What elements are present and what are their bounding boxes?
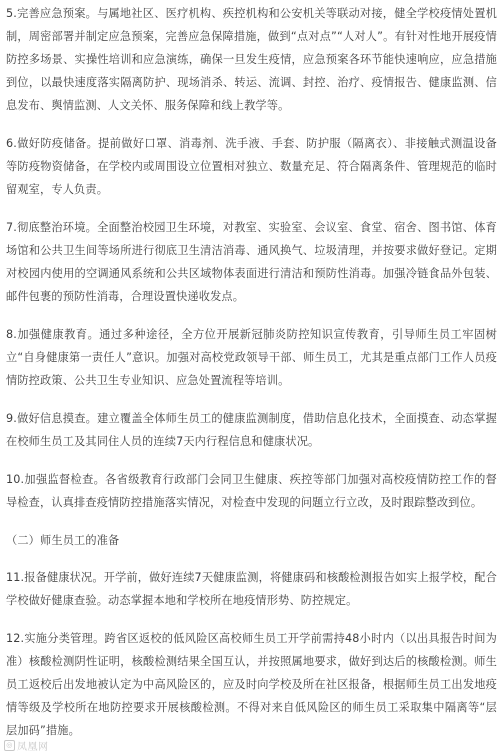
paragraph-item-5: 5.完善应急预案。与属地社区、医疗机构、疾控机构和公安机关等联动对接，健全学校疫情处置机制，周密部署并制定应急预案，完善应急保障措施，做到“点对点”“人对人”。有针对性地开展疫情防控多场景、实操性培训和应急演练，确保一旦发生疫情，应急预案各环节能快速响应，应急措施到位，以最快速度落实隔离防护、现场消杀、转运、流调、封控、治疗、疫情报告、健康监测、信息发布、舆情监测、人文关怀、服务保障和线上教学等。: [6, 7, 497, 112]
paragraph-item-6: 6.做好防疫储备。提前做好口罩、消毒剂、洗手液、手套、防护服（隔离衣）、非接触式测温设备等防疫物资储备，在学校内或周围设立位置相对独立、数量充足、符合隔离条件、管理规范的临时留观室，专人负责。: [6, 137, 497, 196]
paragraph-item-12: 12.实施分类管理。跨省区返校的低风险区高校师生员工开学前需持48小时内（以出具报告时间为准）核酸检测阴性证明，核酸检测结果全国互认，并按照属地要求，做好到达后的核酸检测。师生员工返校后出发地被认定为中高风险区的，应及时向学校及所在社区报备，根据师生员工出发地疫情等级及学校所在地防控要求开展核酸检测。不得对来自低风险区的师生员工采取集中隔离等“层层加码”措施。: [6, 632, 497, 737]
watermark-logo: [4, 738, 49, 753]
paragraph-item-10: 10.加强监督检查。各省级教育行政部门会同卫生健康、疾控等部门加强对高校疫情防控工作的督导检查，认真排查疫情防控措施落实情况，对检查中发现的问题立行立改，及时跟踪整改到位。: [6, 473, 497, 509]
section-heading-teachers-students: （二）师生员工的准备: [6, 534, 120, 547]
paragraph-item-7: 7.彻底整治环境。全面整治校园卫生环境，对教室、实验室、会议室、食堂、宿舍、图书馆、体育场馆和公共卫生间等场所进行彻底卫生清洁消毒、通风换气、垃圾清理，并按要求做好登记。定期对校园内使用的空调通风系统和公共区域物体表面进行清洁和预防性消毒。加强冷链食品外包装、邮件包裹的预防性消毒，合理设置快递收发点。: [6, 221, 497, 303]
paragraph-item-9: 9.做好信息摸查。建立覆盖全体师生员工的健康监测制度，借助信息化技术，全面摸查、动态掌握在校师生员工及其同住人员的连续7天内行程信息和健康状况。: [6, 412, 497, 448]
paragraph-item-8: 8.加强健康教育。通过多种途径，全方位开展新冠肺炎防控知识宣传教育，引导师生员工牢固树立“自身健康第一责任人”意识。加强对高校党政领导干部、师生员工，尤其是重点部门工作人员疫情防控政策、公共卫生专业知识、应急处置流程等培训。: [6, 328, 497, 387]
paragraph-item-11: 11.报备健康状况。开学前，做好连续7天健康监测，将健康码和核酸检测报告如实上报学校，配合学校做好健康查验。动态掌握本地和学校所在地疫情形势、防控规定。: [6, 571, 497, 607]
watermark-icon: ◎: [4, 740, 15, 751]
watermark-text: 凤凰网: [17, 742, 49, 753]
